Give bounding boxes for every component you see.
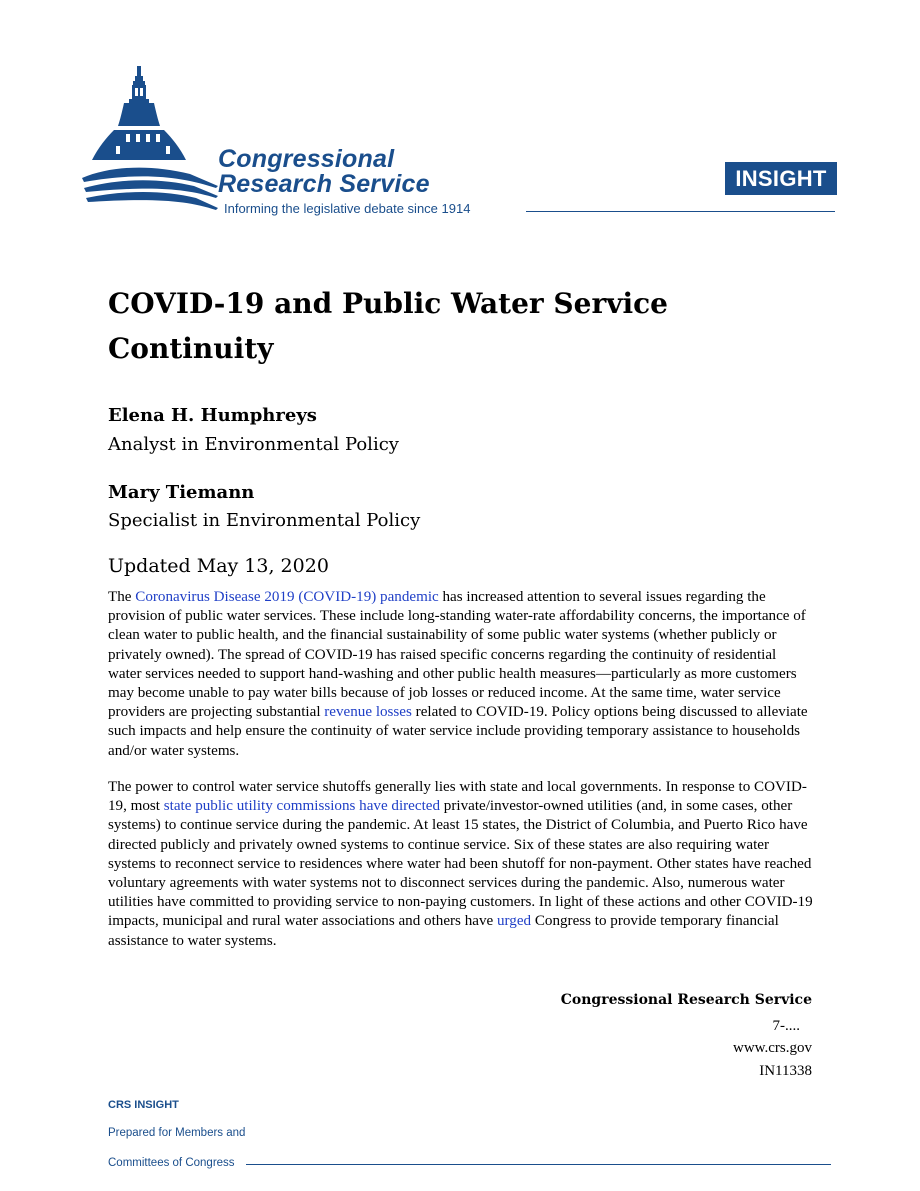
footer-url-link[interactable]: www.crs.gov [732, 1040, 812, 1056]
paragraph-text: Congress to provide temporary financial assistance to water systems. [108, 913, 779, 949]
paragraph-text: has increased attention to several issues regarding the provision of public water services. These include long-standing water-rate affordability concerns, the importance of clean water to public health, and the financial sustainability of some public water systems (whether publicly or privately owned). The spread of COVID-19 has raised specific concerns regarding the continuity of residential water services needed to support hand-washing and other public health measures—particularly as more customers may become unable to pay water bills because of job losses or reduced income. At the same time, water service providers are projecting substantial [108, 589, 806, 721]
footer-rule [246, 1164, 831, 1165]
footer-report-id: IN11338 [759, 1063, 812, 1079]
prepared-for-line2: Committees of Congress [108, 1157, 235, 1169]
body-paragraph [108, 588, 813, 761]
body-paragraph [108, 778, 813, 951]
paragraph-text: The power to control water service shutoffs generally lies with state and local governments. In response to COVID-19, most [108, 779, 807, 815]
paragraph-text: The [108, 589, 136, 605]
org-name-line1: Congressional [218, 145, 395, 173]
updated-date: Updated May 13, 2020 [108, 555, 329, 577]
footer-org-name: Congressional Research Service [560, 992, 812, 1008]
revenue-losses-link[interactable]: revenue losses [324, 704, 412, 721]
author-name: Elena H. Humphreys [108, 405, 317, 426]
org-name-line2: Research Service [218, 170, 430, 198]
author-title: Analyst in Environmental Policy [108, 434, 399, 455]
author-name: Mary Tiemann [108, 482, 255, 503]
series-label: CRS INSIGHT [108, 1099, 179, 1111]
urged-link[interactable]: urged [496, 913, 532, 930]
author-title: Specialist in Environmental Policy [108, 510, 421, 531]
footer-code: 7-.... [772, 1018, 800, 1034]
state-commissions-link[interactable]: state public utility commissions have directed [163, 798, 441, 815]
header-rule [526, 211, 835, 212]
document-title: COVID-19 and Public Water Service Continuity [108, 287, 668, 365]
paragraph-text: private/investor-owned utilities (and, in some cases, other systems) to continue service during the pandemic. At least 15 states, the District of Columbia, and Puerto Rico have directed publicly and privately owned systems to continue service. Six of these states are also requiring water systems to reconnect service to residences where water had been shutoff for non-payment. Other states have reached voluntary agreements with water systems not to disconnect services during the pandemic. Also, numerous water utilities have committed to providing service to non-paying customers. In light of these actions and other COVID-19 impacts, municipal and rural water associations and others have [108, 798, 813, 930]
covid-pandemic-link[interactable]: Coronavirus Disease 2019 (COVID-19) pandemic [135, 589, 439, 605]
prepared-for-line1: Prepared for Members and [108, 1127, 246, 1139]
insight-badge: INSIGHT [725, 162, 837, 195]
paragraph-text: related to COVID-19. Policy options being discussed to alleviate such impacts and help ensure the continuity of water service include providing temporary assistance to households and/or water systems. [108, 704, 808, 759]
capitol-dome-logo-icon [80, 62, 220, 217]
org-tagline: Informing the legislative debate since 1914 [224, 201, 471, 216]
